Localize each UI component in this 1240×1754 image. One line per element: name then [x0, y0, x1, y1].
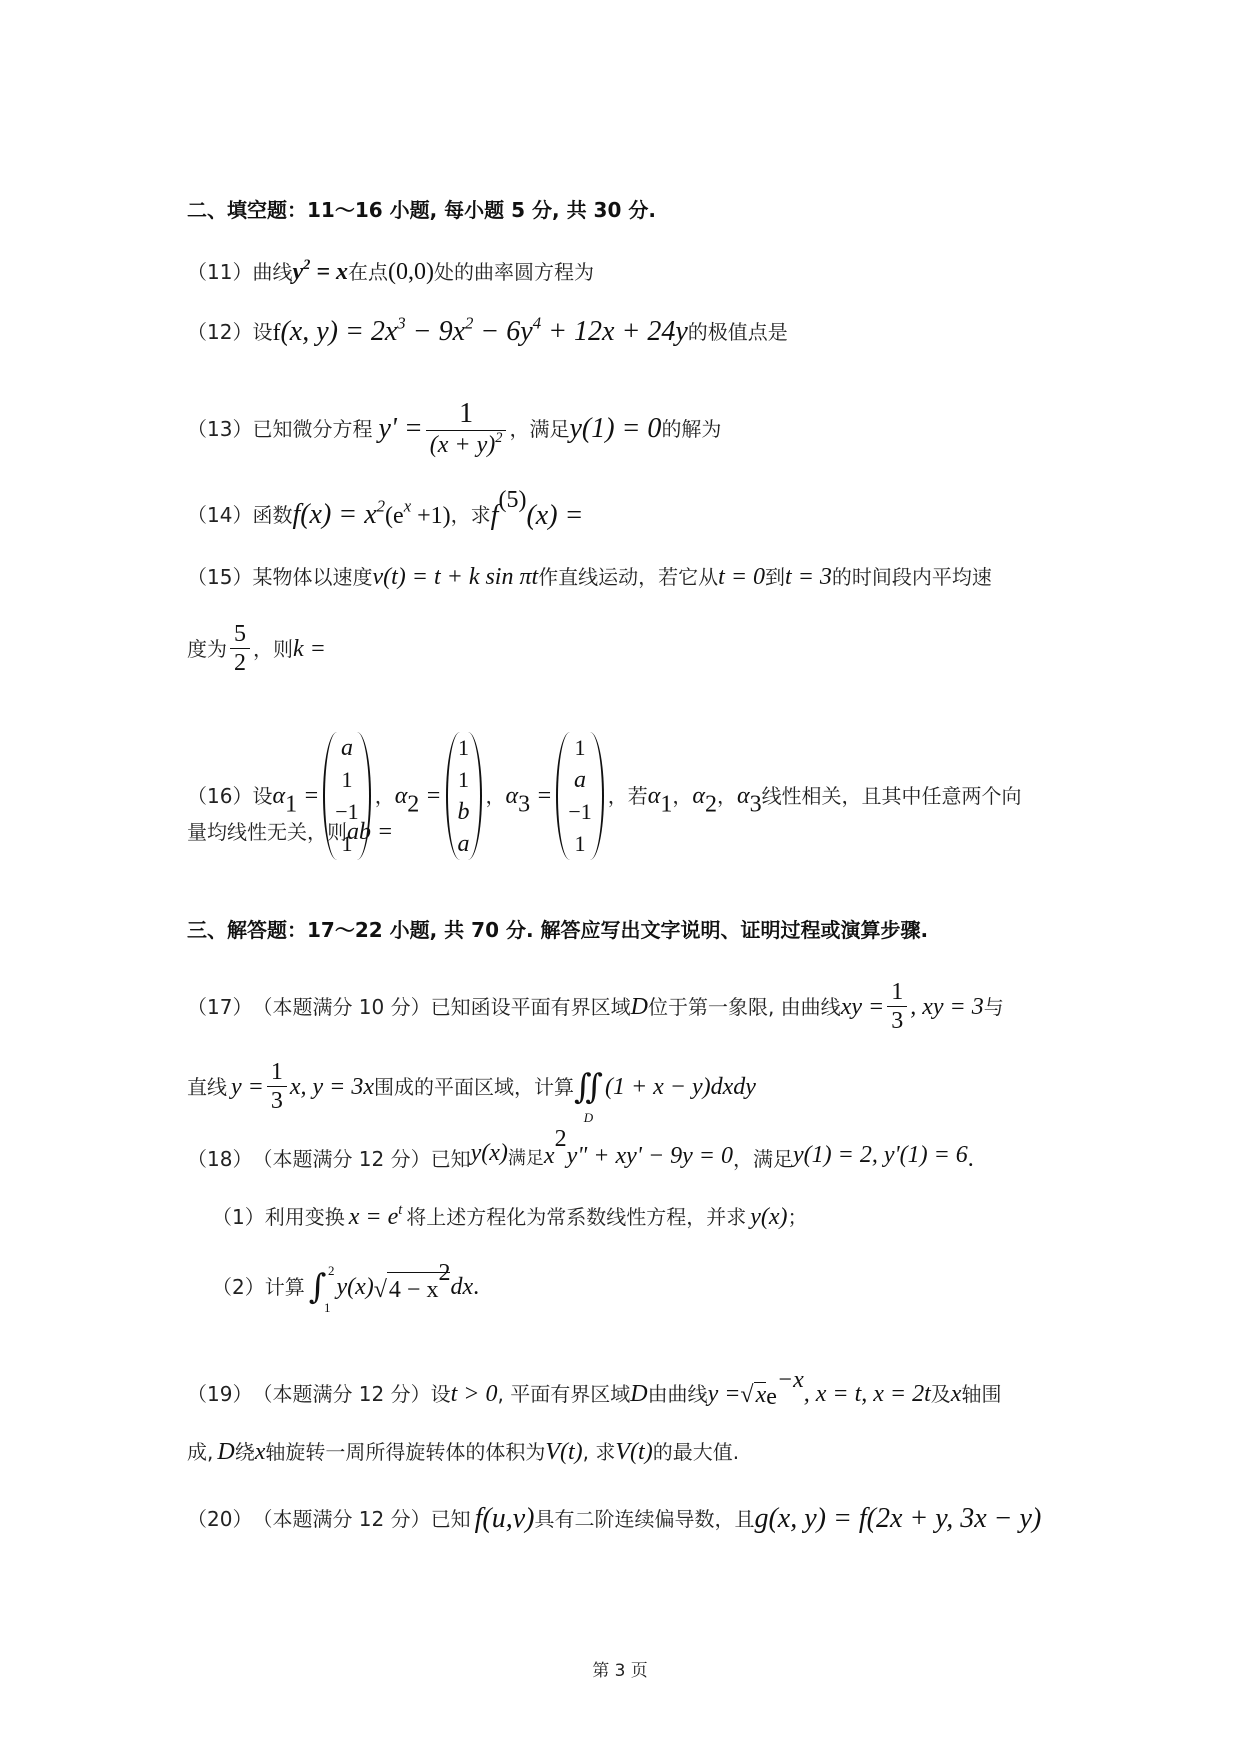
question-text: 计算	[264, 1275, 305, 1299]
question-text: 由曲线	[647, 1382, 708, 1407]
question-number: （11）	[187, 260, 253, 284]
math-expression: x	[254, 1439, 266, 1465]
vector-label: $\alpha_1$ =	[272, 783, 320, 818]
question-text: , 求	[582, 1440, 616, 1464]
math-expression: dx	[450, 1274, 474, 1300]
math-expression: D	[217, 1439, 235, 1465]
question-text: ，满足	[732, 1147, 793, 1172]
math-expression: , xy = 3	[910, 993, 984, 1020]
math-expression: y(x)	[470, 1140, 508, 1167]
question-text: ，若	[607, 784, 648, 808]
question-text: 将上述方程化为常系数线性方程，并求	[406, 1205, 747, 1229]
question-text: 的最大值.	[652, 1440, 740, 1464]
question-18-part-1	[212, 1201, 808, 1230]
math-expression: y(1) = 0	[569, 412, 662, 444]
vector-label: $\alpha_3$ =	[505, 783, 553, 818]
question-number: （16）	[187, 784, 253, 808]
integral-icon: ∫ 2 1	[308, 1263, 335, 1315]
math-expression: k =	[293, 635, 326, 662]
column-vector-alpha1: a 1 −1 1	[323, 732, 370, 860]
math-expression: y =	[231, 1073, 264, 1100]
punctuation: .	[967, 1146, 974, 1173]
math-expression: t = 0	[718, 564, 766, 590]
fraction: $\frac{5}{2}$	[230, 622, 250, 675]
column-vector-alpha3: 1 a −1 1	[556, 732, 603, 860]
question-text: 的解为	[661, 416, 722, 441]
question-text: 已知函设平面有界区域	[430, 994, 631, 1019]
question-text: 轴旋转一周所得旋转体的体积为	[265, 1440, 546, 1464]
vector-label: $\alpha_1$	[647, 783, 673, 818]
fraction: $\frac{1}{3}$	[267, 1060, 287, 1113]
question-number: （19）	[187, 1382, 253, 1407]
math-expression: y(1) = 2, y'(1) = 6	[792, 1142, 968, 1169]
question-text: 轴围	[961, 1382, 1002, 1407]
section-heading-text: 二、填空题：11～16 小题, 每小题 5 分, 共 30 分.	[187, 198, 656, 222]
math-expression: D	[630, 1381, 648, 1408]
question-text: 已知	[430, 1507, 471, 1531]
question-text: 曲线	[252, 260, 293, 284]
question-16-cont	[187, 820, 393, 844]
math-expression: V(t)	[615, 1439, 653, 1465]
math-expression: f(u,v)	[474, 1503, 535, 1534]
question-18-part-2	[212, 1260, 480, 1315]
question-number: （2）	[212, 1275, 265, 1299]
question-19	[187, 1367, 1002, 1410]
question-17	[187, 980, 1004, 1033]
vector-label: $\alpha_3$	[736, 783, 762, 818]
question-number: （12）	[187, 320, 253, 344]
question-number: （13）	[187, 416, 253, 441]
math-expression: ab =	[347, 819, 394, 845]
math-expression: g(x, y) = f(2x + y, 3x − y)	[754, 1503, 1042, 1534]
question-text: 成,	[187, 1440, 214, 1464]
question-text: 满足	[507, 1148, 544, 1170]
question-text: 绕	[234, 1440, 255, 1464]
question-14	[187, 487, 584, 531]
question-text: 作直线运动，若它从	[538, 565, 719, 589]
question-18	[187, 1126, 974, 1174]
question-text: 位于第一象限, 由曲线	[647, 994, 841, 1019]
question-text: 已知微分方程	[252, 416, 373, 441]
score-note: （本题满分 12 分）	[252, 1147, 431, 1172]
question-text: 设	[252, 320, 273, 344]
math-expression: t = 3	[785, 564, 832, 590]
math-expression: $x = e^t$	[348, 1201, 403, 1230]
question-text: 线性相关，且其中任意两个向	[761, 784, 1022, 808]
question-text: 已知	[430, 1147, 471, 1172]
question-12	[187, 313, 788, 347]
punctuation: ；	[787, 1205, 808, 1229]
question-number: （1）	[212, 1205, 265, 1229]
square-root: √ $4 - x^2$	[373, 1260, 451, 1303]
fraction: $\frac{1}{3}$	[887, 980, 907, 1033]
math-expression: (1 + x − y)dxdy	[604, 1073, 756, 1100]
question-16: （16） 设 $\alpha_1$ = a 1 −1 1 ， $\alpha_2$ = 1 1 b a ， $\alpha_3$ = 1 a −1 1 ，若 $\alpha_1$ ， $\alpha_2$ ， $\alpha_3$ 线性相关，且其中任意两个向	[187, 732, 1022, 860]
fraction: $\frac{1}{(x + y)^2}$	[426, 400, 507, 457]
math-expression: V(t)	[545, 1439, 583, 1465]
section-heading-text: 三、解答题：17～22 小题, 共 70 分. 解答应写出文字说明、证明过程或演算步骤.	[187, 918, 929, 942]
question-text: 量均线性无关，则	[187, 820, 347, 844]
math-expression: D	[630, 993, 648, 1020]
question-text: 到	[765, 565, 786, 589]
question-15-cont	[187, 622, 326, 675]
math-expression: $f^{(5)}(x)$ =	[490, 487, 584, 531]
vector-label: $\alpha_2$	[692, 783, 717, 818]
question-text: , 平面有界区域	[497, 1382, 631, 1407]
question-text: 具有二阶连续偏导数，且	[534, 1507, 755, 1531]
math-expression: $y^2 = x$	[292, 256, 348, 285]
math-expression: y =	[707, 1381, 741, 1408]
math-expression: t > 0	[450, 1381, 498, 1408]
question-text: 在点	[348, 260, 388, 284]
score-note: （本题满分 10 分）	[252, 994, 431, 1019]
question-text: 直线	[187, 1074, 227, 1099]
question-17-cont	[187, 1059, 756, 1125]
question-text: 处的曲率圆方程为	[433, 260, 594, 284]
section-heading-solutions	[187, 920, 928, 940]
question-text: 设	[430, 1382, 451, 1407]
question-number: （14）	[187, 502, 253, 527]
column-vector-alpha2: 1 1 b a	[446, 732, 482, 860]
math-expression: f(x, $y) = 2x^3 - 9x^2 - 6y^4 + 12x + 24y$	[272, 313, 688, 347]
math-expression: y(x)	[336, 1274, 374, 1300]
question-text: 设	[252, 784, 273, 808]
math-expression: y' =	[378, 412, 423, 444]
math-expression: $x^2y$" + xy' − 9y = 0	[543, 1126, 733, 1169]
question-text: 利用变换	[264, 1205, 345, 1229]
math-expression: xy =	[840, 993, 885, 1020]
question-text: 某物体以速度	[252, 565, 373, 589]
math-expression: $e^{-x}$	[766, 1367, 804, 1410]
question-text: 及	[930, 1382, 951, 1407]
question-text: ，则	[253, 636, 293, 661]
page-number: 第 3 页	[592, 1661, 648, 1681]
question-number: （17）	[187, 994, 253, 1019]
question-text: 度为	[187, 636, 227, 661]
math-expression: $f(x) = x^2(e^x +1)$	[292, 496, 451, 530]
vector-label: $\alpha_2$ =	[394, 783, 442, 818]
math-expression: , x = t, x = 2t	[803, 1381, 931, 1408]
question-text: 函数	[252, 502, 293, 527]
question-13	[187, 400, 721, 457]
question-19-cont	[187, 1440, 739, 1464]
question-number: （20）	[187, 1507, 253, 1531]
question-text: 的时间段内平均速	[831, 565, 992, 589]
section-heading-fill-in	[187, 200, 656, 220]
score-note: （本题满分 12 分）	[252, 1507, 431, 1531]
question-text: 与	[983, 994, 1004, 1019]
square-root: √ x	[740, 1381, 767, 1408]
question-15	[187, 565, 992, 589]
question-11	[187, 256, 594, 285]
math-expression: x	[950, 1381, 962, 1408]
math-expression: x, y = 3x	[289, 1073, 375, 1100]
question-number: （18）	[187, 1147, 253, 1172]
question-text: 的极值点是	[687, 320, 788, 344]
question-text: ，求	[450, 502, 491, 527]
double-integral-icon: ∬ D	[574, 1066, 603, 1125]
question-number: （15）	[187, 565, 253, 589]
math-expression: y(x)	[750, 1204, 788, 1230]
math-expression: (0,0)	[388, 259, 434, 285]
question-20	[187, 1505, 1041, 1533]
question-text: 围成的平面区域，计算	[374, 1074, 575, 1099]
punctuation: .	[473, 1274, 480, 1300]
math-expression: v(t) = t + k sin πt	[372, 564, 539, 590]
question-text: ，满足	[509, 416, 570, 441]
score-note: （本题满分 12 分）	[252, 1382, 431, 1407]
